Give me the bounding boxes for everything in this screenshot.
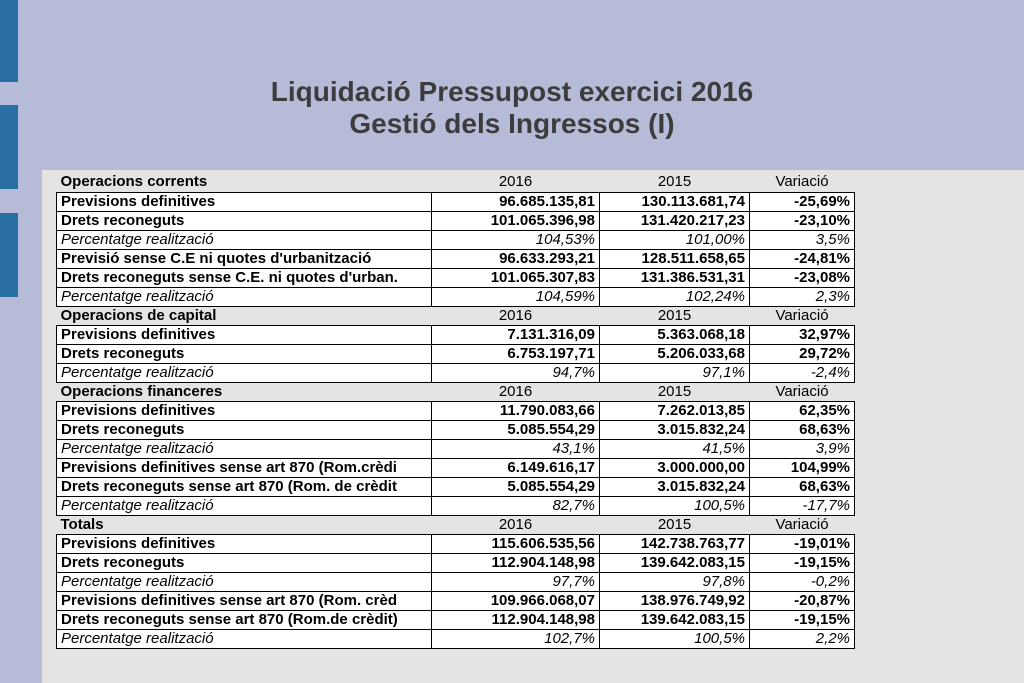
value-variacio: -23,08% <box>750 268 855 287</box>
row-label: Drets reconeguts <box>57 344 432 363</box>
budget-table <box>56 173 855 649</box>
value-2015: 3.015.832,24 <box>600 420 750 439</box>
column-header-variacio: Variació <box>750 306 855 325</box>
value-variacio: 2,3% <box>750 287 855 306</box>
table-row <box>57 553 855 572</box>
value-2015: 41,5% <box>600 439 750 458</box>
value-2015: 131.420.217,23 <box>600 211 750 230</box>
row-label: Percentatge realització <box>57 629 432 648</box>
value-2016: 11.790.083,66 <box>432 401 600 420</box>
value-variacio: 3,9% <box>750 439 855 458</box>
value-2015: 3.000.000,00 <box>600 458 750 477</box>
section-header-row <box>57 306 855 325</box>
value-2016: 6.149.616,17 <box>432 458 600 477</box>
value-2016: 5.085.554,29 <box>432 477 600 496</box>
table-row <box>57 401 855 420</box>
row-label: Previsions definitives sense art 870 (Rom.crèdi <box>57 458 432 477</box>
value-2016: 101.065.396,98 <box>432 211 600 230</box>
row-label: Drets reconeguts <box>57 420 432 439</box>
section-header-row <box>57 382 855 401</box>
value-2016: 104,53% <box>432 230 600 249</box>
value-variacio: 68,63% <box>750 420 855 439</box>
table-row <box>57 249 855 268</box>
section-header-row <box>57 515 855 534</box>
slide-title-line2: Gestió dels Ingressos (I) <box>349 108 675 139</box>
row-label: Previsions definitives <box>57 401 432 420</box>
table-row <box>57 344 855 363</box>
value-variacio: 2,2% <box>750 629 855 648</box>
row-label: Drets reconeguts <box>57 211 432 230</box>
value-2015: 139.642.083,15 <box>600 610 750 629</box>
column-header-2015: 2015 <box>600 173 750 192</box>
value-variacio: 62,35% <box>750 401 855 420</box>
value-2016: 96.685.135,81 <box>432 192 600 211</box>
section-header-row <box>57 173 855 192</box>
value-variacio: 32,97% <box>750 325 855 344</box>
value-2015: 100,5% <box>600 496 750 515</box>
column-header-2015: 2015 <box>600 515 750 534</box>
row-label: Percentatge realització <box>57 439 432 458</box>
column-header-variacio: Variació <box>750 173 855 192</box>
section-title: Operacions de capital <box>57 306 432 325</box>
left-accent-bar-1 <box>0 0 18 82</box>
column-header-2016: 2016 <box>432 173 600 192</box>
value-2016: 112.904.148,98 <box>432 553 600 572</box>
column-header-variacio: Variació <box>750 382 855 401</box>
table-row <box>57 629 855 648</box>
row-label: Percentatge realització <box>57 496 432 515</box>
row-label: Drets reconeguts <box>57 553 432 572</box>
row-label: Percentatge realització <box>57 287 432 306</box>
value-2016: 94,7% <box>432 363 600 382</box>
value-2015: 138.976.749,92 <box>600 591 750 610</box>
table-row <box>57 534 855 553</box>
value-variacio: 3,5% <box>750 230 855 249</box>
row-label: Drets reconeguts sense C.E. ni quotes d'urban. <box>57 268 432 287</box>
value-2016: 104,59% <box>432 287 600 306</box>
value-2015: 3.015.832,24 <box>600 477 750 496</box>
row-label: Previsions definitives <box>57 192 432 211</box>
column-header-2015: 2015 <box>600 306 750 325</box>
left-accent-bar-3 <box>0 213 18 297</box>
value-2016: 102,7% <box>432 629 600 648</box>
row-label: Percentatge realització <box>57 363 432 382</box>
value-2016: 112.904.148,98 <box>432 610 600 629</box>
table-row <box>57 458 855 477</box>
row-label: Previsió sense C.E ni quotes d'urbanització <box>57 249 432 268</box>
table-row <box>57 439 855 458</box>
slide-title-line1: Liquidació Pressupost exercici 2016 <box>270 76 754 107</box>
value-2016: 115.606.535,56 <box>432 534 600 553</box>
value-2016: 101.065.307,83 <box>432 268 600 287</box>
value-2015: 131.386.531,31 <box>600 268 750 287</box>
row-label: Percentatge realització <box>57 572 432 591</box>
value-2016: 109.966.068,07 <box>432 591 600 610</box>
column-header-2016: 2016 <box>432 515 600 534</box>
value-2015: 97,1% <box>600 363 750 382</box>
row-label: Previsions definitives <box>57 325 432 344</box>
value-variacio: -23,10% <box>750 211 855 230</box>
value-variacio: -0,2% <box>750 572 855 591</box>
section-title: Totals <box>57 515 432 534</box>
table-row <box>57 192 855 211</box>
value-2016: 6.753.197,71 <box>432 344 600 363</box>
value-2015: 7.262.013,85 <box>600 401 750 420</box>
table-row <box>57 287 855 306</box>
value-variacio: 104,99% <box>750 458 855 477</box>
value-variacio: 68,63% <box>750 477 855 496</box>
table-row <box>57 591 855 610</box>
value-2015: 97,8% <box>600 572 750 591</box>
table-row <box>57 268 855 287</box>
table-row <box>57 610 855 629</box>
value-variacio: -25,69% <box>750 192 855 211</box>
value-2015: 142.738.763,77 <box>600 534 750 553</box>
row-label: Drets reconeguts sense art 870 (Rom. de crèdit <box>57 477 432 496</box>
value-2015: 128.511.658,65 <box>600 249 750 268</box>
value-variacio: -19,15% <box>750 553 855 572</box>
section-title: Operacions financeres <box>57 382 432 401</box>
table-row <box>57 325 855 344</box>
value-variacio: -24,81% <box>750 249 855 268</box>
value-variacio: -20,87% <box>750 591 855 610</box>
table-row <box>57 211 855 230</box>
value-2016: 97,7% <box>432 572 600 591</box>
column-header-variacio: Variació <box>750 515 855 534</box>
table-row <box>57 572 855 591</box>
table-row <box>57 230 855 249</box>
row-label: Previsions definitives sense art 870 (Rom. crèd <box>57 591 432 610</box>
column-header-2016: 2016 <box>432 382 600 401</box>
table-row <box>57 477 855 496</box>
column-header-2016: 2016 <box>432 306 600 325</box>
table-row <box>57 420 855 439</box>
value-variacio: -17,7% <box>750 496 855 515</box>
section-title: Operacions corrents <box>57 173 432 192</box>
table-row <box>57 363 855 382</box>
row-label: Drets reconeguts sense art 870 (Rom.de crèdit) <box>57 610 432 629</box>
table-row <box>57 496 855 515</box>
column-header-2015: 2015 <box>600 382 750 401</box>
value-2016: 96.633.293,21 <box>432 249 600 268</box>
row-label: Previsions definitives <box>57 534 432 553</box>
value-2015: 139.642.083,15 <box>600 553 750 572</box>
value-variacio: 29,72% <box>750 344 855 363</box>
value-2015: 100,5% <box>600 629 750 648</box>
value-2015: 102,24% <box>600 287 750 306</box>
value-2016: 5.085.554,29 <box>432 420 600 439</box>
value-variacio: -19,01% <box>750 534 855 553</box>
value-2016: 43,1% <box>432 439 600 458</box>
value-variacio: -2,4% <box>750 363 855 382</box>
value-2016: 82,7% <box>432 496 600 515</box>
value-2015: 5.206.033,68 <box>600 344 750 363</box>
row-label: Percentatge realització <box>57 230 432 249</box>
value-2016: 7.131.316,09 <box>432 325 600 344</box>
value-2015: 101,00% <box>600 230 750 249</box>
slide-title <box>0 76 1024 140</box>
value-2015: 130.113.681,74 <box>600 192 750 211</box>
value-2015: 5.363.068,18 <box>600 325 750 344</box>
value-variacio: -19,15% <box>750 610 855 629</box>
